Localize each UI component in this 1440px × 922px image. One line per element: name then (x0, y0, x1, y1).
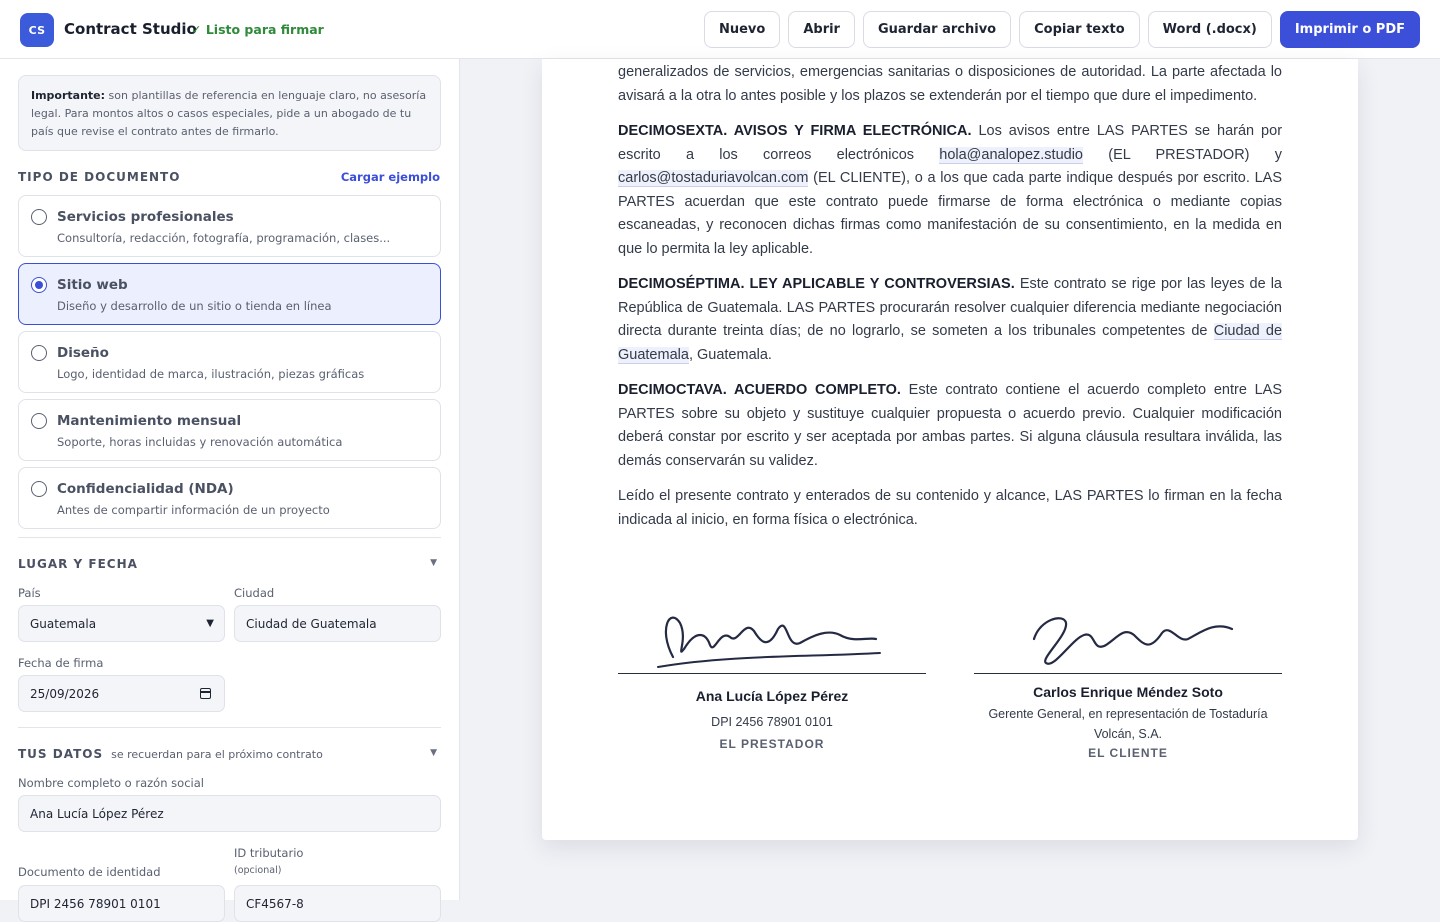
city-label: Ciudad (234, 586, 275, 600)
signature-image (974, 599, 1282, 679)
doc-type-desc: Diseño y desarrollo de un sitio o tienda en línea (57, 299, 332, 313)
tax-label-text: ID tributario (234, 846, 304, 860)
clause-title: DECIMOCTAVA. ACUERDO COMPLETO. (618, 382, 901, 398)
doc-type-desc: Consultoría, redacción, fotografía, programación, clases... (57, 231, 391, 245)
top-bar (0, 0, 1440, 59)
signature-image (618, 599, 926, 679)
doc-type-title: Confidencialidad (NDA) (57, 481, 234, 497)
country-value: Guatemala (30, 616, 97, 631)
signer-name: Ana Lucía López Pérez (695, 688, 849, 704)
provider-email-field[interactable]: hola@analopez.studio (939, 146, 1083, 163)
legal-notice (18, 75, 441, 151)
signer-role: EL CLIENTE (1088, 746, 1168, 760)
signer-id: DPI 2456 78901 0101 (711, 715, 833, 729)
clause-text: Los avisos entre LAS PARTES se harán por escrito a los correos electrónicos (618, 123, 1283, 163)
tax-value: CF4567-8 (246, 896, 304, 911)
divider (18, 727, 441, 728)
doc-type-desc: Soporte, horas incluidas y renovación automática (57, 435, 343, 449)
client-email-field[interactable]: carlos@tostaduriavolcan.com (618, 170, 809, 186)
date-label: Fecha de firma (18, 656, 104, 670)
clause-16 (618, 120, 1282, 261)
doc-type-option-selected[interactable] (18, 263, 441, 325)
signature-block-provider (618, 599, 926, 751)
doc-type-title: Sitio web (57, 277, 128, 293)
clause-text: , Guatemala. (688, 346, 772, 363)
signer-name: Carlos Enrique Méndez Soto (1033, 684, 1223, 700)
city-input[interactable] (234, 605, 441, 642)
doc-type-option[interactable] (18, 399, 441, 461)
doc-type-option[interactable] (18, 195, 441, 257)
print-pdf-button[interactable]: Imprimir o PDF (1280, 11, 1420, 48)
status-badge: ✓ Listo para firmar (191, 22, 324, 37)
closing-paragraph: Leído el presente contrato y enterados de su contenido y alcance, LAS PARTES lo firman en la fecha indicada al inicio, en forma física o electrónica. (618, 488, 1282, 528)
name-value: Ana Lucía López Pérez (30, 806, 164, 821)
clause-18 (618, 379, 1282, 473)
doc-type-title: Servicios profesionales (57, 209, 234, 225)
doc-type-title: Mantenimiento mensual (57, 413, 242, 429)
tax-input[interactable] (234, 885, 441, 922)
contract-preview (542, 59, 1358, 840)
chevron-down-icon: ▼ (206, 618, 214, 629)
load-example-link[interactable]: Cargar ejemplo (340, 170, 440, 184)
chevron-down-icon[interactable]: ▼ (430, 748, 437, 758)
divider (18, 537, 441, 538)
doc-type-title: Diseño (57, 345, 109, 361)
copy-text-button[interactable]: Copiar texto (1019, 11, 1140, 48)
name-label: Nombre completo o razón social (18, 776, 204, 790)
clause-title: DECIMOSEXTA. AVISOS Y FIRMA ELECTRÓNICA. (618, 123, 972, 139)
doc-type-desc: Antes de compartir información de un proyecto (57, 503, 330, 517)
clause-text: Este contrato se rige por las leyes de la República de Guatemala. LAS PARTES procurarán resolver cualquier diferencia mediante negociación directa durante treinta días; de no lograrlo, se someten a los tribunales competentes de (618, 276, 1282, 339)
doc-type-heading: TIPO DE DOCUMENTO (18, 170, 181, 184)
signer-title: Gerente General, en representación de Tostaduría Volcán, S.A. (988, 707, 1268, 741)
notice-text: son plantillas de referencia en lenguaje claro, no asesoría legal. Para montos altos o casos especiales, pide a un abogado de tu país que revise el contrato antes de firmarlo. (31, 89, 427, 138)
radio-icon[interactable] (31, 209, 47, 225)
tax-note: (opcional) (234, 865, 282, 876)
clause-text: (EL PRESTADOR) y (1108, 146, 1282, 163)
radio-icon[interactable] (31, 413, 47, 429)
chevron-down-icon[interactable]: ▼ (430, 558, 437, 568)
place-date-heading[interactable]: LUGAR Y FECHA (18, 557, 138, 571)
export-word-button[interactable]: Word (.docx) (1148, 11, 1272, 48)
radio-icon[interactable] (31, 345, 47, 361)
your-data-note: se recuerdan para el próximo contrato (111, 748, 323, 761)
your-data-heading[interactable] (18, 747, 323, 761)
clause-text: (EL CLIENTE), o a los que cada parte indique después por escrito. LAS PARTES acuerdan que este contrato puede firmarse de forma electrónica o mediante copias escaneadas, y reconocen dichas firmas como manifestación de su consentimiento, en la medida en que lo permita la ley aplicable. (618, 170, 1283, 257)
jurisdiction-city-field[interactable]: Ciudad de Guatemala (618, 323, 1283, 363)
radio-icon[interactable] (31, 481, 47, 497)
city-value: Ciudad de Guatemala (246, 616, 377, 631)
doc-type-desc: Logo, identidad de marca, ilustración, piezas gráficas (57, 367, 365, 381)
doc-type-option[interactable] (18, 467, 441, 529)
name-input[interactable] (18, 795, 441, 832)
calendar-icon[interactable] (200, 688, 211, 699)
clause-text: Este contrato contiene el acuerdo completo entre LAS PARTES sobre su objeto y sustituye cualquier propuesta o acuerdo previo. Cualquier modificación deberá constar por escrito y ser aceptada por ambas partes. Si alguna cláusula resultara inválida, las demás conservarán su validez. (618, 382, 1283, 469)
signer-role: EL PRESTADOR (719, 737, 825, 751)
radio-checked-icon[interactable] (31, 277, 47, 293)
id-input[interactable] (18, 885, 225, 922)
id-value: DPI 2456 78901 0101 (30, 896, 161, 911)
tax-label (234, 846, 303, 876)
country-label: País (18, 586, 41, 600)
clause-paragraph: generalizados de servicios, emergencias sanitarias o disposiciones de autoridad. La parte afectada lo avisará a la otra lo antes posible y los plazos se extenderán por el tiempo que dure el impedimento. (618, 64, 1282, 104)
clause-title: DECIMOSÉPTIMA. LEY APLICABLE Y CONTROVERSIAS. (618, 276, 1015, 292)
open-button[interactable]: Abrir (788, 11, 855, 48)
your-data-title: TUS DATOS (18, 747, 104, 761)
new-button[interactable]: Nuevo (704, 11, 780, 48)
clause-17 (618, 273, 1282, 367)
toolbar (704, 11, 1420, 48)
doc-type-option[interactable] (18, 331, 441, 393)
app-logo: CS (20, 13, 54, 47)
date-input[interactable] (18, 675, 225, 712)
country-select[interactable] (18, 605, 225, 642)
date-value: 25/09/2026 (30, 686, 100, 701)
save-button[interactable]: Guardar archivo (863, 11, 1011, 48)
id-label: Documento de identidad (18, 865, 161, 879)
signature-block-client (974, 599, 1282, 760)
app-title: Contract Studio (64, 20, 197, 38)
notice-bold: Importante: (31, 89, 106, 102)
sidebar (0, 59, 460, 911)
contract-body (618, 61, 1282, 544)
